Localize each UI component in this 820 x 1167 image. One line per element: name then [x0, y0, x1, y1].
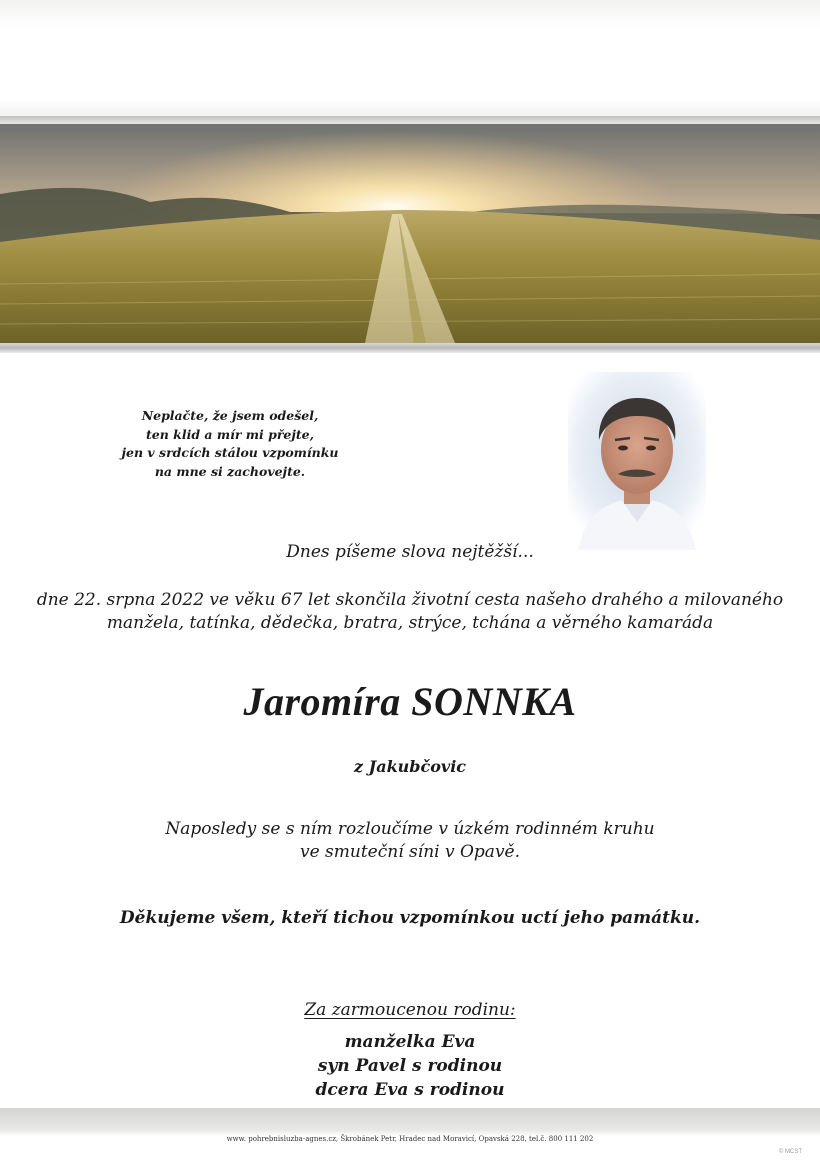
portrait-photo [568, 372, 706, 550]
announcement-line: manžela, tatínka, dědečka, bratra, strýce, tchána a věrného kamaráda [106, 613, 714, 633]
family-member: syn Pavel s rodinou [317, 1056, 503, 1076]
poem-line: Neplačte, že jsem odešel, [141, 408, 319, 423]
signoff [0, 1000, 820, 1020]
farewell-line: Naposledy se s ním rozloučíme v úzkém rodinném kruhu [165, 819, 655, 839]
farewell-line: ve smuteční síni v Opavě. [299, 842, 521, 862]
top-rule [0, 116, 820, 124]
family-list [0, 1030, 820, 1102]
family-member: dcera Eva s rodinou [315, 1080, 505, 1100]
poem-line: jen v srdcích stálou vzpomínku [121, 445, 339, 460]
banner-photo [0, 124, 820, 343]
signoff-label: Za zarmoucenou rodinu: [304, 1000, 516, 1020]
farewell-text [0, 818, 820, 864]
bottom-rule [0, 343, 820, 353]
thanks-text: Děkujeme všem, kteří tichou vzpomínkou uctí jeho památku. [119, 908, 701, 928]
announcement-line: dne 22. srpna 2022 ve věku 67 let skončila životní cesta našeho drahého a milovaného [36, 590, 784, 610]
intro-text: Dnes píšeme slova nejtěžší... [286, 542, 534, 562]
footer-code: © MCST [778, 1149, 802, 1155]
footer-contact: www. pohrebnisluzba-agnes.cz, Škrobánek Petr, Hradec nad Moravicí, Opavská 228, tel.č. 800 111 202 [226, 1135, 594, 1143]
announcement [0, 589, 820, 635]
poem [95, 407, 365, 481]
origin-text: z Jakubčovic [353, 757, 467, 776]
top-band [0, 0, 820, 118]
poem-line: ten klid a mír mi přejte, [146, 426, 314, 442]
poem-line: na mne si zachovejte. [154, 463, 306, 479]
family-member: manželka Eva [344, 1032, 476, 1052]
deceased-name: Jaromíra SONNKA [243, 679, 577, 724]
